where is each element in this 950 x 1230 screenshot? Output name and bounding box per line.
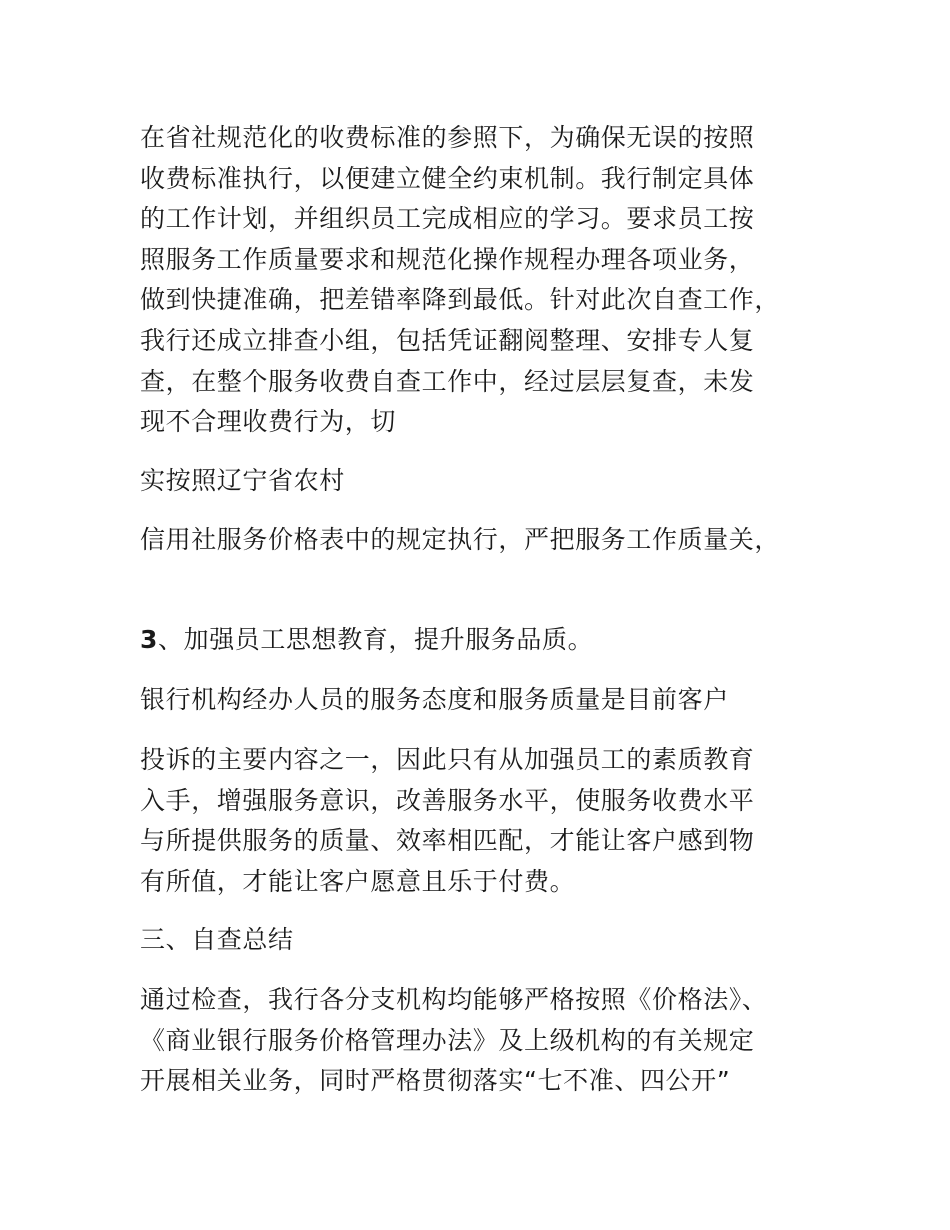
text-line: 银行机构经办人员的服务态度和服务质量是目前客户: [140, 685, 729, 714]
text-line: 实按照辽宁省农村: [140, 466, 345, 495]
paragraph-liaoning: [140, 461, 820, 502]
text-line: 现不合理收费行为，切: [140, 407, 397, 437]
heading-text: 、加强员工思想教育，提升服务品质。: [158, 625, 594, 654]
text-line: 的工作计划，并组织员工完成相应的学习。要求员工按: [140, 204, 755, 234]
paragraph-credit-union: [140, 520, 820, 561]
text-line: 投诉的主要内容之一，因此只有从加强员工的素质教育: [140, 745, 755, 774]
section-heading-3: [140, 620, 820, 661]
section-heading-summary: [140, 920, 820, 961]
paragraph-staff-attitude: [140, 680, 820, 721]
heading-number: 3: [140, 625, 158, 654]
text-line: 信用社服务价格表中的规定执行，严把服务工作质量关，: [140, 525, 781, 554]
text-line: 收费标准执行，以便建立健全约束机制。我行制定具体: [140, 163, 755, 193]
paragraph-inspection: [140, 980, 820, 1102]
text-line: 入手，增强服务意识，改善服务水平，使服务收费水平: [140, 785, 755, 815]
text-line: 与所提供服务的质量、效率相匹配，才能让客户感到物: [140, 826, 755, 856]
text-line: 有所值，才能让客户愿意且乐于付费。: [140, 866, 576, 896]
text-line: 《商业银行服务价格管理办法》及上级机构的有关规定: [140, 1025, 755, 1055]
text-line: 通过检查，我行各分支机构均能够严格按照《价格法》、: [140, 985, 768, 1014]
text-line: 开展相关业务，同时严格贯彻落实“七不准、四公开”: [140, 1066, 731, 1096]
text-line: 三、自查总结: [140, 925, 294, 954]
text-line: 照服务工作质量要求和规范化操作规程办理各项业务，: [140, 244, 755, 274]
text-line: 我行还成立排查小组，包括凭证翻阅整理、安排专人复: [140, 325, 755, 355]
text-line: 做到快捷准确，把差错率降到最低。针对此次自查工作，: [140, 285, 781, 315]
paragraph-fee-standard: [140, 118, 820, 443]
text-line: 查，在整个服务收费自查工作中，经过层层复查，未发: [140, 366, 755, 396]
text-line: 在省社规范化的收费标准的参照下，为确保无误的按照: [140, 123, 755, 152]
paragraph-complaints: [140, 740, 820, 902]
